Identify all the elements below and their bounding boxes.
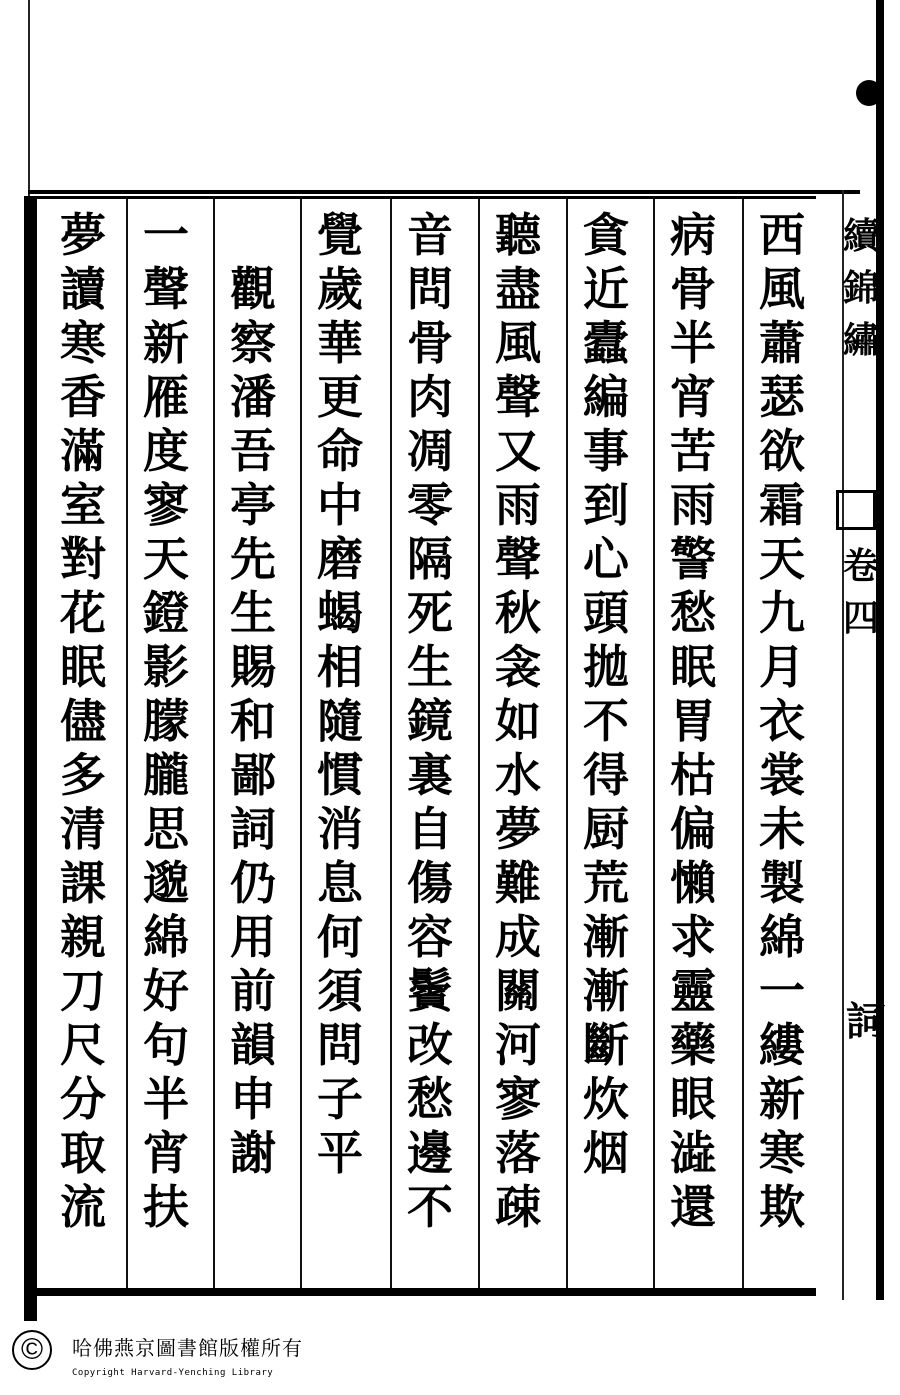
text-glyph: 九 bbox=[759, 586, 805, 640]
text-glyph: 枯 bbox=[670, 748, 716, 802]
text-glyph: 欺 bbox=[759, 1180, 805, 1234]
text-glyph: 儘 bbox=[60, 694, 106, 748]
text-glyph: 斷 bbox=[583, 1018, 629, 1072]
text-glyph: 子 bbox=[317, 1072, 363, 1126]
text-column-5 bbox=[399, 208, 461, 1234]
banxin-black-block bbox=[836, 490, 876, 530]
text-glyph: 清 bbox=[60, 802, 106, 856]
text-glyph: 半 bbox=[143, 1072, 189, 1126]
text-glyph: 讀 bbox=[60, 262, 106, 316]
text-glyph: 用 bbox=[230, 910, 276, 964]
text-glyph: 得 bbox=[583, 748, 629, 802]
text-glyph: 慣 bbox=[317, 748, 363, 802]
text-glyph: 聲 bbox=[143, 262, 189, 316]
text-glyph: 水 bbox=[495, 748, 541, 802]
text-glyph: 仍 bbox=[230, 856, 276, 910]
text-glyph: 和 bbox=[230, 694, 276, 748]
banxin-section-mark: 詞 bbox=[846, 998, 886, 1045]
previous-leaf-edge bbox=[28, 0, 52, 200]
text-glyph: 尺 bbox=[60, 1018, 106, 1072]
text-glyph: 天 bbox=[143, 532, 189, 586]
text-glyph: 更 bbox=[317, 370, 363, 424]
text-glyph: 骨 bbox=[407, 316, 453, 370]
text-glyph: 息 bbox=[317, 856, 363, 910]
text-glyph: 拋 bbox=[583, 640, 629, 694]
text-glyph: 苦 bbox=[670, 424, 716, 478]
column-rule bbox=[390, 199, 392, 1288]
text-glyph: 朦 bbox=[143, 694, 189, 748]
text-column-1 bbox=[751, 208, 813, 1234]
text-glyph: 鐙 bbox=[143, 586, 189, 640]
text-glyph: 還 bbox=[670, 1180, 716, 1234]
text-glyph: 消 bbox=[317, 802, 363, 856]
text-glyph: 心 bbox=[583, 532, 629, 586]
text-glyph: 聲 bbox=[495, 532, 541, 586]
text-column-8 bbox=[135, 208, 197, 1234]
text-glyph: 觀 bbox=[230, 262, 276, 316]
text-glyph: 警 bbox=[670, 532, 716, 586]
column-rule bbox=[300, 199, 302, 1288]
text-glyph: 鏡 bbox=[407, 694, 453, 748]
text-glyph: 相 bbox=[317, 640, 363, 694]
text-glyph: 前 bbox=[230, 964, 276, 1018]
text-glyph: 秋 bbox=[495, 586, 541, 640]
text-glyph: 死 bbox=[407, 586, 453, 640]
text-glyph: 藥 bbox=[670, 1018, 716, 1072]
text-glyph: 扶 bbox=[143, 1180, 189, 1234]
text-glyph: 鬢 bbox=[407, 964, 453, 1018]
text-column-2 bbox=[662, 208, 724, 1234]
copyright-symbol: © bbox=[12, 1330, 52, 1370]
text-glyph: 零 bbox=[407, 478, 453, 532]
text-glyph: 吾 bbox=[230, 424, 276, 478]
text-glyph: 頭 bbox=[583, 586, 629, 640]
copyright-footer bbox=[0, 1318, 320, 1395]
text-glyph: 河 bbox=[495, 1018, 541, 1072]
text-glyph: 風 bbox=[495, 316, 541, 370]
text-glyph: 一 bbox=[143, 208, 189, 262]
banxin-volume bbox=[843, 540, 880, 644]
text-glyph: 蝎 bbox=[317, 586, 363, 640]
text-glyph: 落 bbox=[495, 1126, 541, 1180]
column-rule bbox=[653, 199, 655, 1288]
text-glyph: 句 bbox=[143, 1018, 189, 1072]
text-glyph: 炊 bbox=[583, 1072, 629, 1126]
banxin-title bbox=[843, 210, 880, 366]
text-glyph: 四 bbox=[843, 597, 880, 639]
text-glyph: 綿 bbox=[759, 910, 805, 964]
frame-top-rule bbox=[28, 190, 860, 194]
text-glyph: 天 bbox=[759, 532, 805, 586]
text-glyph: 傷 bbox=[407, 856, 453, 910]
text-glyph: 香 bbox=[60, 370, 106, 424]
text-glyph: 生 bbox=[407, 640, 453, 694]
text-glyph: 聲 bbox=[495, 370, 541, 424]
text-glyph bbox=[230, 208, 276, 262]
column-rule bbox=[742, 199, 744, 1288]
text-glyph: 音 bbox=[407, 208, 453, 262]
frame-left-rule bbox=[24, 196, 37, 1321]
text-glyph: 近 bbox=[583, 262, 629, 316]
text-glyph: 雨 bbox=[495, 478, 541, 532]
text-glyph: 夢 bbox=[60, 208, 106, 262]
text-glyph: 先 bbox=[230, 532, 276, 586]
text-glyph: 容 bbox=[407, 910, 453, 964]
text-glyph: 難 bbox=[495, 856, 541, 910]
text-glyph: 欲 bbox=[759, 424, 805, 478]
fishtail-mark-icon bbox=[856, 80, 882, 106]
text-glyph: 隨 bbox=[317, 694, 363, 748]
text-glyph: 思 bbox=[143, 802, 189, 856]
text-glyph: 縷 bbox=[759, 1018, 805, 1072]
copyright-title: 哈佛燕京圖書館版權所有 bbox=[72, 1336, 303, 1360]
text-glyph: 雨 bbox=[670, 478, 716, 532]
text-glyph: 自 bbox=[407, 802, 453, 856]
text-glyph: 瑟 bbox=[759, 370, 805, 424]
text-glyph: 續 bbox=[843, 215, 880, 257]
text-glyph: 半 bbox=[670, 316, 716, 370]
text-glyph: 愁 bbox=[670, 586, 716, 640]
text-glyph: 蠹 bbox=[583, 316, 629, 370]
text-glyph: 製 bbox=[759, 856, 805, 910]
text-glyph: 求 bbox=[670, 910, 716, 964]
text-glyph: 覺 bbox=[317, 208, 363, 262]
text-glyph: 取 bbox=[60, 1126, 106, 1180]
text-glyph: 凋 bbox=[407, 424, 453, 478]
text-glyph: 漸 bbox=[583, 964, 629, 1018]
text-glyph: 刀 bbox=[60, 964, 106, 1018]
text-glyph: 烟 bbox=[583, 1126, 629, 1180]
text-glyph: 聽 bbox=[495, 208, 541, 262]
text-glyph: 關 bbox=[495, 964, 541, 1018]
text-glyph: 成 bbox=[495, 910, 541, 964]
text-glyph: 生 bbox=[230, 586, 276, 640]
text-glyph: 鄙 bbox=[230, 748, 276, 802]
text-glyph: 偏 bbox=[670, 802, 716, 856]
text-glyph: 潘 bbox=[230, 370, 276, 424]
text-glyph: 眠 bbox=[670, 640, 716, 694]
text-glyph: 滿 bbox=[60, 424, 106, 478]
text-glyph: 肉 bbox=[407, 370, 453, 424]
text-glyph: 宵 bbox=[670, 370, 716, 424]
text-glyph: 宵 bbox=[143, 1126, 189, 1180]
text-glyph: 繡 bbox=[843, 319, 880, 361]
text-glyph: 貪 bbox=[583, 208, 629, 262]
text-glyph: 錦 bbox=[843, 267, 880, 309]
text-glyph: 分 bbox=[60, 1072, 106, 1126]
text-glyph: 西 bbox=[759, 208, 805, 262]
text-glyph: 未 bbox=[759, 802, 805, 856]
text-glyph: 何 bbox=[317, 910, 363, 964]
text-glyph: 問 bbox=[407, 262, 453, 316]
text-glyph: 月 bbox=[759, 640, 805, 694]
text-glyph: 愁 bbox=[407, 1072, 453, 1126]
text-glyph: 詞 bbox=[230, 802, 276, 856]
text-glyph: 厨 bbox=[583, 802, 629, 856]
text-glyph: 寒 bbox=[759, 1126, 805, 1180]
text-glyph: 眠 bbox=[60, 640, 106, 694]
text-glyph: 花 bbox=[60, 586, 106, 640]
column-rule bbox=[566, 199, 568, 1288]
column-rule bbox=[213, 199, 215, 1288]
frame-bottom-rule bbox=[24, 1288, 816, 1296]
text-glyph: 到 bbox=[583, 478, 629, 532]
text-glyph: 寒 bbox=[60, 316, 106, 370]
text-column-3 bbox=[575, 208, 637, 1180]
column-rule bbox=[478, 199, 480, 1288]
text-glyph: 卷 bbox=[843, 545, 880, 587]
text-glyph: 眼 bbox=[670, 1072, 716, 1126]
text-glyph: 裳 bbox=[759, 748, 805, 802]
text-glyph: 改 bbox=[407, 1018, 453, 1072]
text-glyph: 如 bbox=[495, 694, 541, 748]
text-glyph: 朧 bbox=[143, 748, 189, 802]
text-glyph: 澁 bbox=[670, 1126, 716, 1180]
text-glyph: 問 bbox=[317, 1018, 363, 1072]
text-glyph: 多 bbox=[60, 748, 106, 802]
text-glyph: 新 bbox=[143, 316, 189, 370]
text-glyph: 察 bbox=[230, 316, 276, 370]
text-glyph: 隔 bbox=[407, 532, 453, 586]
text-column-9 bbox=[52, 208, 114, 1234]
text-glyph: 室 bbox=[60, 478, 106, 532]
text-glyph: 荒 bbox=[583, 856, 629, 910]
text-glyph: 盡 bbox=[495, 262, 541, 316]
text-glyph: 華 bbox=[317, 316, 363, 370]
text-glyph: 對 bbox=[60, 532, 106, 586]
text-glyph: 靈 bbox=[670, 964, 716, 1018]
copyright-subtitle: Copyright Harvard-Yenching Library bbox=[72, 1368, 274, 1378]
text-glyph: 一 bbox=[759, 964, 805, 1018]
text-glyph: 新 bbox=[759, 1072, 805, 1126]
text-glyph: 韻 bbox=[230, 1018, 276, 1072]
text-glyph: 霜 bbox=[759, 478, 805, 532]
text-glyph: 寥 bbox=[143, 478, 189, 532]
text-glyph: 謝 bbox=[230, 1126, 276, 1180]
text-glyph: 蕭 bbox=[759, 316, 805, 370]
text-glyph: 好 bbox=[143, 964, 189, 1018]
text-glyph: 親 bbox=[60, 910, 106, 964]
text-glyph: 疎 bbox=[495, 1180, 541, 1234]
text-glyph: 事 bbox=[583, 424, 629, 478]
text-glyph: 邊 bbox=[407, 1126, 453, 1180]
text-glyph: 又 bbox=[495, 424, 541, 478]
text-glyph: 漸 bbox=[583, 910, 629, 964]
text-glyph: 綿 bbox=[143, 910, 189, 964]
text-glyph: 寥 bbox=[495, 1072, 541, 1126]
column-rule bbox=[126, 199, 128, 1288]
text-glyph: 平 bbox=[317, 1126, 363, 1180]
text-glyph: 流 bbox=[60, 1180, 106, 1234]
text-column-4 bbox=[487, 208, 549, 1234]
text-glyph: 度 bbox=[143, 424, 189, 478]
text-glyph: 胃 bbox=[670, 694, 716, 748]
text-glyph: 中 bbox=[317, 478, 363, 532]
text-glyph: 衾 bbox=[495, 640, 541, 694]
text-glyph: 賜 bbox=[230, 640, 276, 694]
text-glyph: 須 bbox=[317, 964, 363, 1018]
text-glyph: 不 bbox=[407, 1180, 453, 1234]
banxin-rule bbox=[876, 0, 884, 1300]
text-glyph: 歲 bbox=[317, 262, 363, 316]
text-glyph: 懶 bbox=[670, 856, 716, 910]
text-glyph: 不 bbox=[583, 694, 629, 748]
text-glyph: 命 bbox=[317, 424, 363, 478]
text-glyph: 亭 bbox=[230, 478, 276, 532]
text-glyph: 編 bbox=[583, 370, 629, 424]
text-glyph: 申 bbox=[230, 1072, 276, 1126]
text-column-7 bbox=[222, 208, 284, 1180]
text-glyph: 裏 bbox=[407, 748, 453, 802]
text-glyph: 骨 bbox=[670, 262, 716, 316]
text-column-6 bbox=[309, 208, 371, 1180]
text-glyph: 夢 bbox=[495, 802, 541, 856]
text-glyph: 衣 bbox=[759, 694, 805, 748]
text-glyph: 風 bbox=[759, 262, 805, 316]
text-glyph: 病 bbox=[670, 208, 716, 262]
text-glyph: 邈 bbox=[143, 856, 189, 910]
text-glyph: 雁 bbox=[143, 370, 189, 424]
text-glyph: 磨 bbox=[317, 532, 363, 586]
text-glyph: 影 bbox=[143, 640, 189, 694]
text-glyph: 課 bbox=[60, 856, 106, 910]
